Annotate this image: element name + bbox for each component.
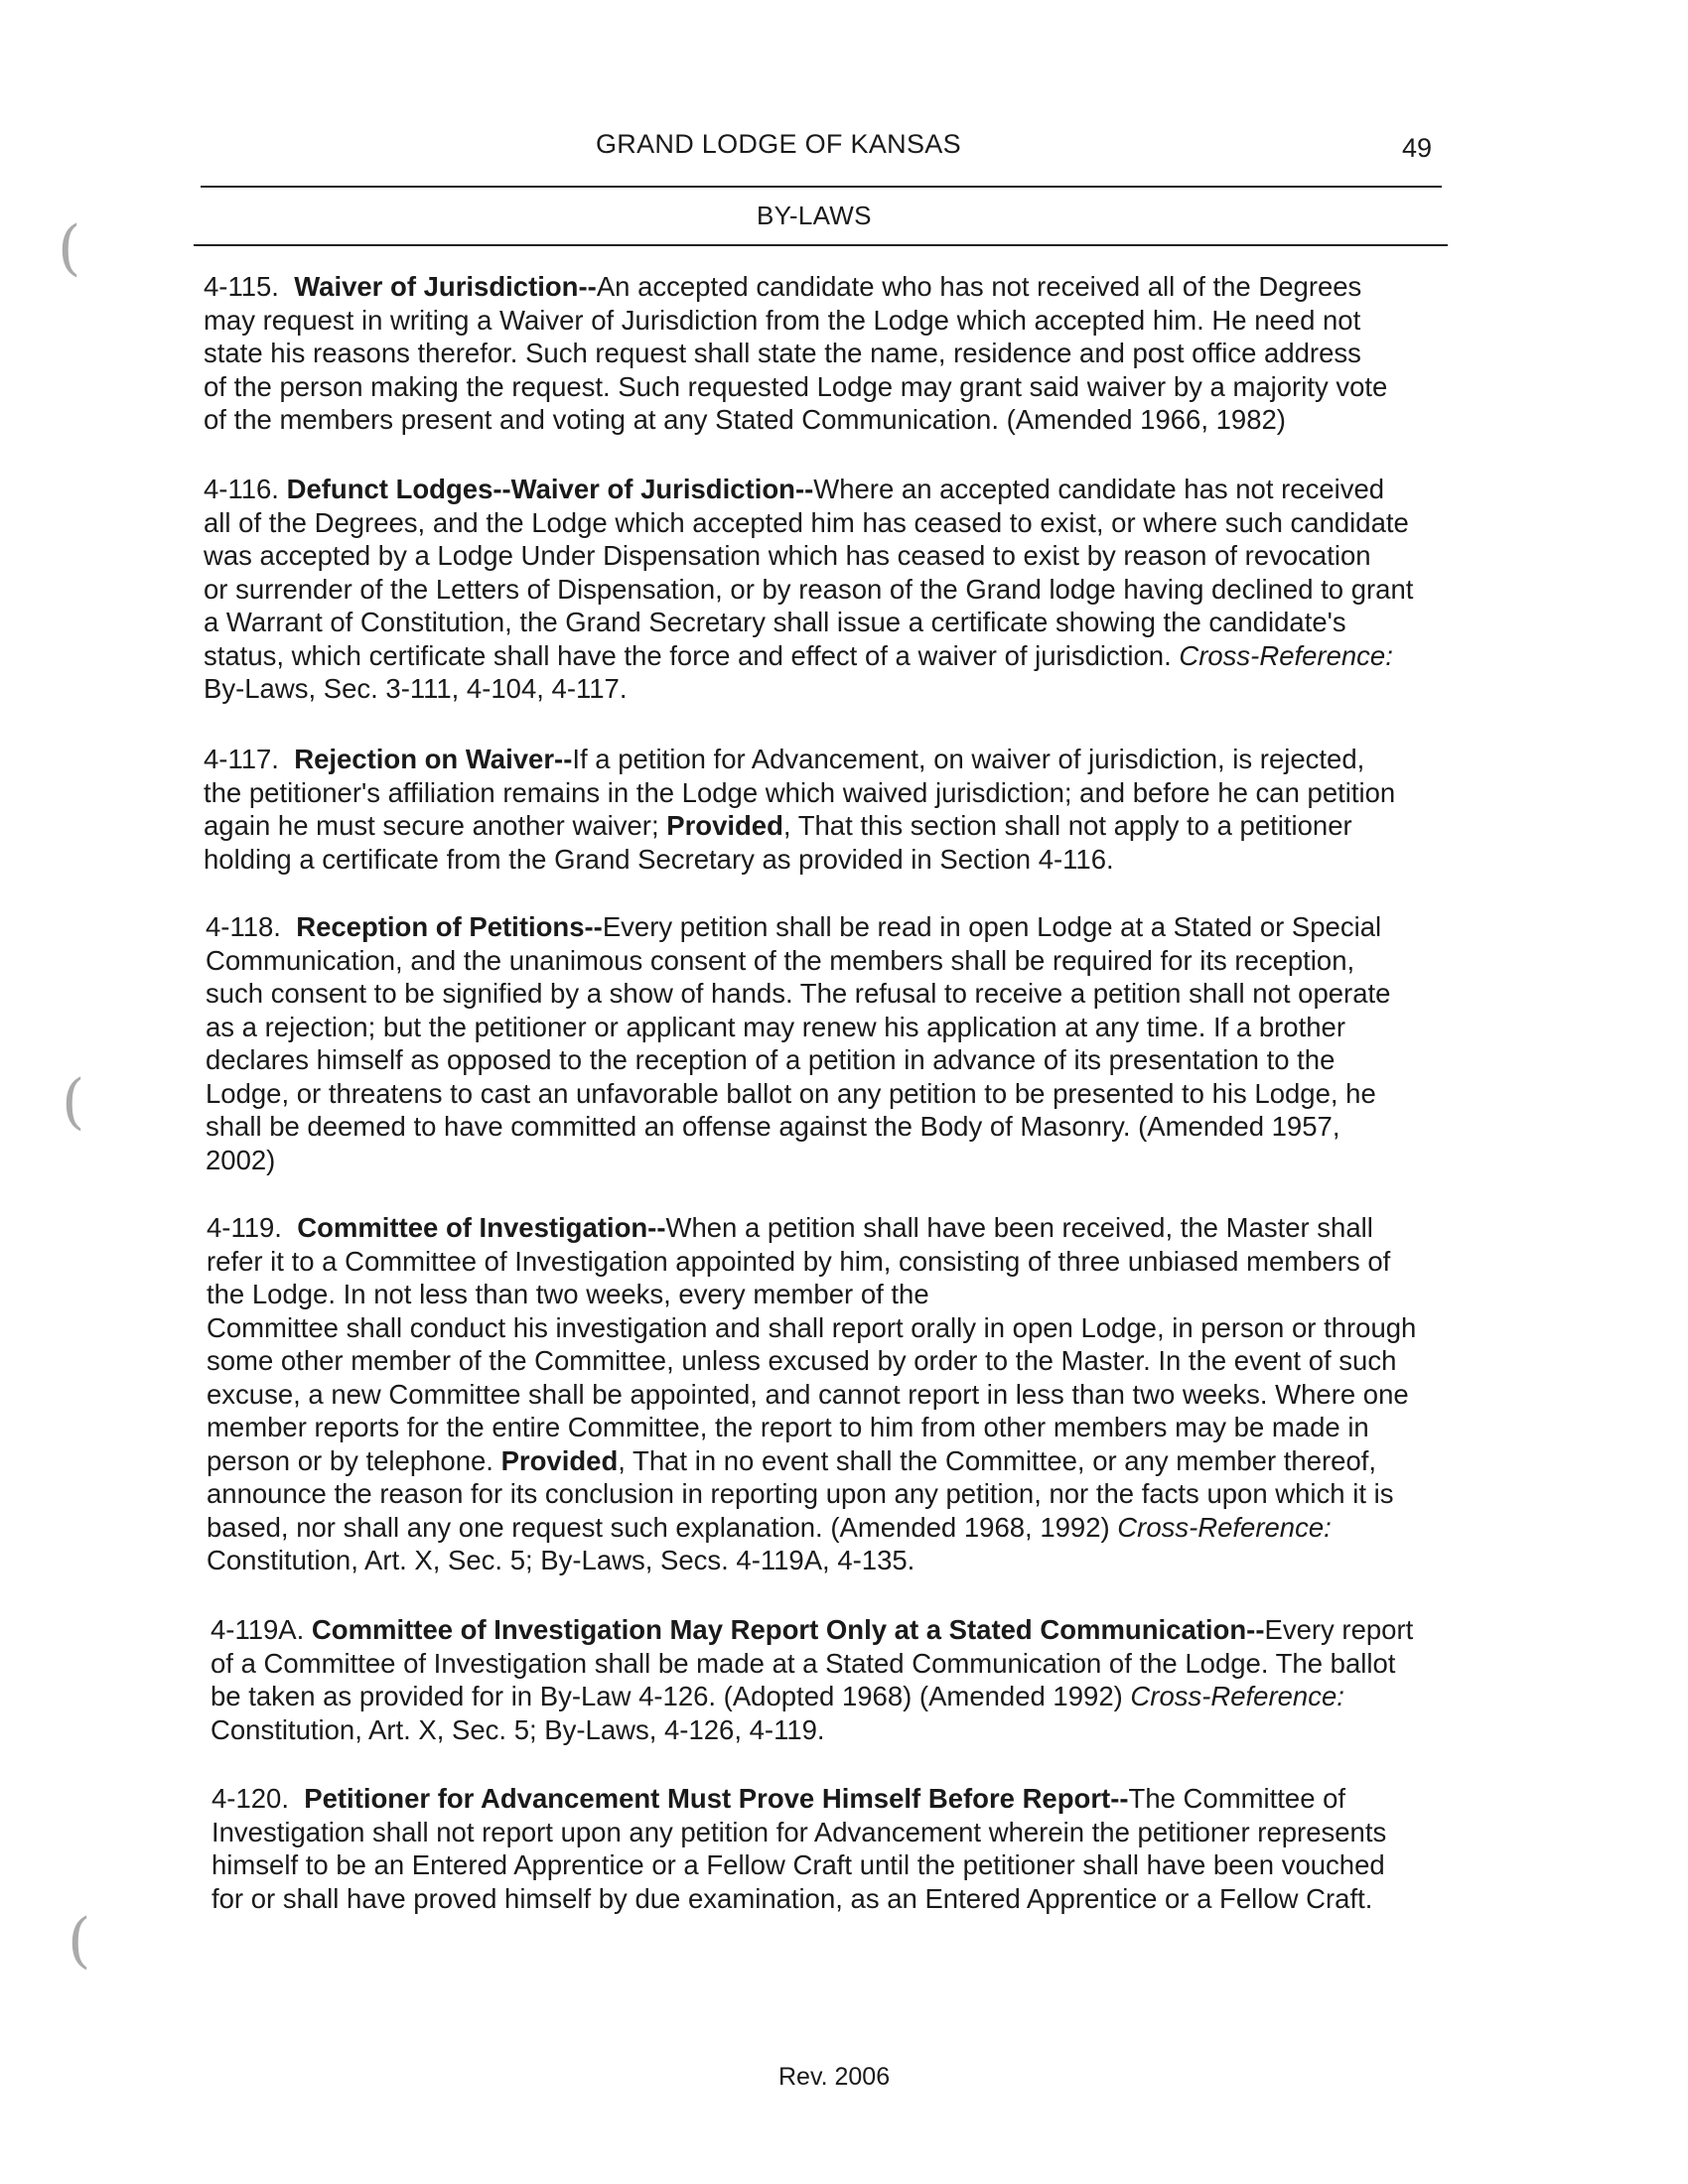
section-heading: Waiver of Jurisdiction (294, 271, 579, 302)
paragraph-line: Committee shall conduct his investigation and shall report orally in open Lodge, in person or through (207, 1311, 1417, 1343)
section-number: 4-117. (204, 744, 279, 774)
paragraph-line (204, 809, 1465, 843)
section-heading: Reception of Petitions (296, 911, 585, 942)
page-header-title: GRAND LODGE OF KANSAS (596, 129, 961, 159)
section-subtitle: BY-LAWS (757, 201, 872, 230)
paragraph-line: all of the Degrees, and the Lodge which accepted him has ceased to exist, or where such candidate (204, 506, 1409, 538)
paragraph-text: person or by telephone. (207, 1444, 493, 1476)
header-rule-bottom (194, 244, 1448, 246)
paragraph-line (207, 1444, 1468, 1478)
paragraph-line: 2002) (206, 1144, 276, 1175)
provided-keyword: Provided (666, 810, 783, 841)
paragraph-line: member reports for the entire Committee, the report to him from other members may be made in (207, 1412, 1369, 1442)
paragraph-line: excuse, a new Committee shall be appointed, and cannot report in less than two weeks. Where one (207, 1378, 1409, 1410)
paragraph-line: 4-120. Petitioner for Advancement Must Prove Himself Before Report--The Committee of (211, 1783, 1346, 1814)
paragraph-line: shall be deemed to have committed an offense against the Body of Masonry. (Amended 1957, (206, 1111, 1340, 1142)
section-number: 4-118. (206, 911, 281, 942)
paragraph-line: 4-117. Rejection on Waiver--If a petition for Advancement, on waiver of jurisdiction, is rejected, (204, 744, 1365, 774)
section-4-119a (211, 1613, 1472, 1746)
paragraph-line: Lodge, or threatens to cast an unfavorable ballot on any petition to be presented to his Lodge, he (206, 1077, 1376, 1109)
paragraph-line: of the person making the request. Such requested Lodge may grant said waiver by a majority vote (204, 370, 1388, 402)
page-number: 49 (1402, 133, 1433, 163)
section-4-119 (207, 1211, 1468, 1577)
cross-reference-text: Constitution, Art. X, Sec. 5; By-Laws, Secs. 4-119A, 4-135. (207, 1545, 915, 1575)
cross-reference-label: Cross-Reference (1117, 1511, 1325, 1543)
paragraph-line: based, nor shall any one request such explanation. (Amended 1968, 1992) Cross-Reference: (207, 1511, 1332, 1543)
margin-punch-mark: ( (58, 213, 81, 283)
header-rule-top (201, 186, 1442, 188)
section-heading: Rejection on Waiver (294, 744, 555, 774)
paragraph-line: was accepted by a Lodge Under Dispensation which has ceased to exist by reason of revocation (204, 540, 1371, 571)
section-number: 4-120. (211, 1783, 289, 1814)
paragraph-line: 4-115. Waiver of Jurisdiction--An accepted candidate who has not received all of the Degrees (204, 271, 1362, 302)
paragraph-text: The Committee of (1128, 1783, 1346, 1814)
paragraph-line: some other member of the Committee, unless excused by order to the Master. In the event of such (207, 1345, 1397, 1376)
paragraph-line: state his reasons therefor. Such request shall state the name, residence and post office address (204, 338, 1361, 368)
paragraph-text: Every petition shall be read in open Lodge at a Stated or Special (602, 911, 1382, 942)
section-number: 4-119. (207, 1212, 282, 1243)
paragraph-text: be taken as provided for in By-Law 4-126. (Adopted 1968) (Amended 1992) (211, 1681, 1123, 1711)
section-number: 4-115. (204, 271, 279, 302)
paragraph-line: Communication, and the unanimous consent of the members shall be required for its reception, (206, 944, 1355, 976)
paragraph-text: based, nor shall any one request such explanation. (Amended 1968, 1992) (207, 1511, 1110, 1543)
paragraph-line: 4-116. Defunct Lodges--Waiver of Jurisdiction--Where an accepted candidate has not received (204, 474, 1385, 504)
paragraph-line: the Lodge. In not less than two weeks, every member of the (207, 1279, 929, 1309)
section-heading: Defunct Lodges--Waiver of Jurisdiction (286, 474, 795, 504)
provided-keyword: Provided (500, 1444, 619, 1476)
paragraph-text: Every report (1264, 1614, 1414, 1645)
paragraph-text: , That this section shall not apply to a petitioner (782, 810, 1352, 841)
margin-punch-mark: ( (62, 1067, 85, 1137)
paragraph-line: be taken as provided for in By-Law 4-126. (Adopted 1968) (Amended 1992) Cross-Reference: (211, 1681, 1344, 1711)
paragraph-line: may request in writing a Waiver of Jurisdiction from the Lodge which accepted him. He need not (204, 304, 1361, 336)
section-heading: Petitioner for Advancement Must Prove Himself Before Report (304, 1783, 1111, 1814)
paragraph-line: for or shall have proved himself by due examination, as an Entered Apprentice or a Fellow Craft. (211, 1882, 1373, 1914)
paragraph-line: as a rejection; but the petitioner or applicant may renew his application at any time. If a brother (206, 1011, 1345, 1042)
paragraph-line: or surrender of the Letters of Dispensation, or by reason of the Grand lodge having declined to grant (204, 573, 1414, 605)
cross-reference-label: Cross-Reference (1179, 639, 1386, 671)
paragraph-line: announce the reason for its conclusion in reporting upon any petition, nor the facts upon which it is (207, 1478, 1394, 1509)
paragraph-line: declares himself as opposed to the reception of a petition in advance of its presentation to the (206, 1044, 1336, 1075)
section-heading: Committee of Investigation May Report Only at a Stated Communication (311, 1614, 1247, 1645)
paragraph-line: of a Committee of Investigation shall be made at a Stated Communication of the Lodge. The ballot (211, 1647, 1396, 1679)
section-number: 4-119A. (211, 1614, 305, 1645)
paragraph-text: An accepted candidate who has not received all of the Degrees (596, 271, 1362, 302)
paragraph-text: , That in no event shall the Committee, or any member thereof, (618, 1444, 1377, 1476)
cross-reference-label: Cross-Reference (1130, 1681, 1337, 1711)
paragraph-line: a Warrant of Constitution, the Grand Secretary shall issue a certificate showing the candidate's (204, 607, 1346, 637)
paragraph-line: refer it to a Committee of Investigation appointed by him, consisting of three unbiased members of (207, 1245, 1391, 1277)
paragraph-line: 4-118. Reception of Petitions--Every petition shall be read in open Lodge at a Stated or Special (206, 911, 1382, 942)
section-4-115 (204, 270, 1465, 437)
paragraph-text: When a petition shall have been received, the Master shall (665, 1212, 1373, 1243)
paragraph-line: himself to be an Entered Apprentice or a Fellow Craft until the petitioner shall have been vouched (211, 1849, 1385, 1880)
paragraph-line: holding a certificate from the Grand Secretary as provided in Section 4-116. (204, 843, 1114, 875)
section-number: 4-116. (204, 474, 279, 504)
paragraph-line: 4-119A. Committee of Investigation May Report Only at a Stated Communication--Every report (211, 1614, 1414, 1645)
section-heading: Committee of Investigation (297, 1212, 648, 1243)
paragraph-line: status, which certificate shall have the force and effect of a waiver of jurisdiction. Cross-Reference: (204, 639, 1393, 671)
paragraph-line: such consent to be signified by a show of hands. The refusal to receive a petition shall not operate (206, 978, 1391, 1009)
paragraph-line: of the members present and voting at any Stated Communication. (Amended 1966, 1982) (204, 404, 1286, 435)
paragraph-line: Investigation shall not report upon any petition for Advancement wherein the petitioner represents (211, 1816, 1387, 1847)
paragraph-text: Where an accepted candidate has not received (813, 474, 1385, 504)
margin-punch-mark: ( (68, 1906, 91, 1976)
paragraph-text: again he must secure another waiver; (204, 810, 659, 841)
section-4-117 (204, 743, 1465, 876)
paragraph-line: the petitioner's affiliation remains in the Lodge which waived jurisdiction; and before he can petition (204, 776, 1396, 808)
revision-footer: Rev. 2006 (778, 2063, 891, 2091)
section-4-120 (211, 1782, 1473, 1915)
section-4-118 (206, 910, 1467, 1176)
paragraph-line: 4-119. Committee of Investigation--When a petition shall have been received, the Master shall (207, 1212, 1373, 1243)
cross-reference-text: By-Laws, Sec. 3-111, 4-104, 4-117. (204, 673, 628, 704)
paragraph-text: If a petition for Advancement, on waiver of jurisdiction, is rejected, (572, 744, 1365, 774)
section-4-116 (204, 473, 1465, 706)
cross-reference-text: Constitution, Art. X, Sec. 5; By-Laws, 4-126, 4-119. (211, 1713, 825, 1745)
paragraph-text: status, which certificate shall have the force and effect of a waiver of jurisdiction. (204, 639, 1172, 671)
